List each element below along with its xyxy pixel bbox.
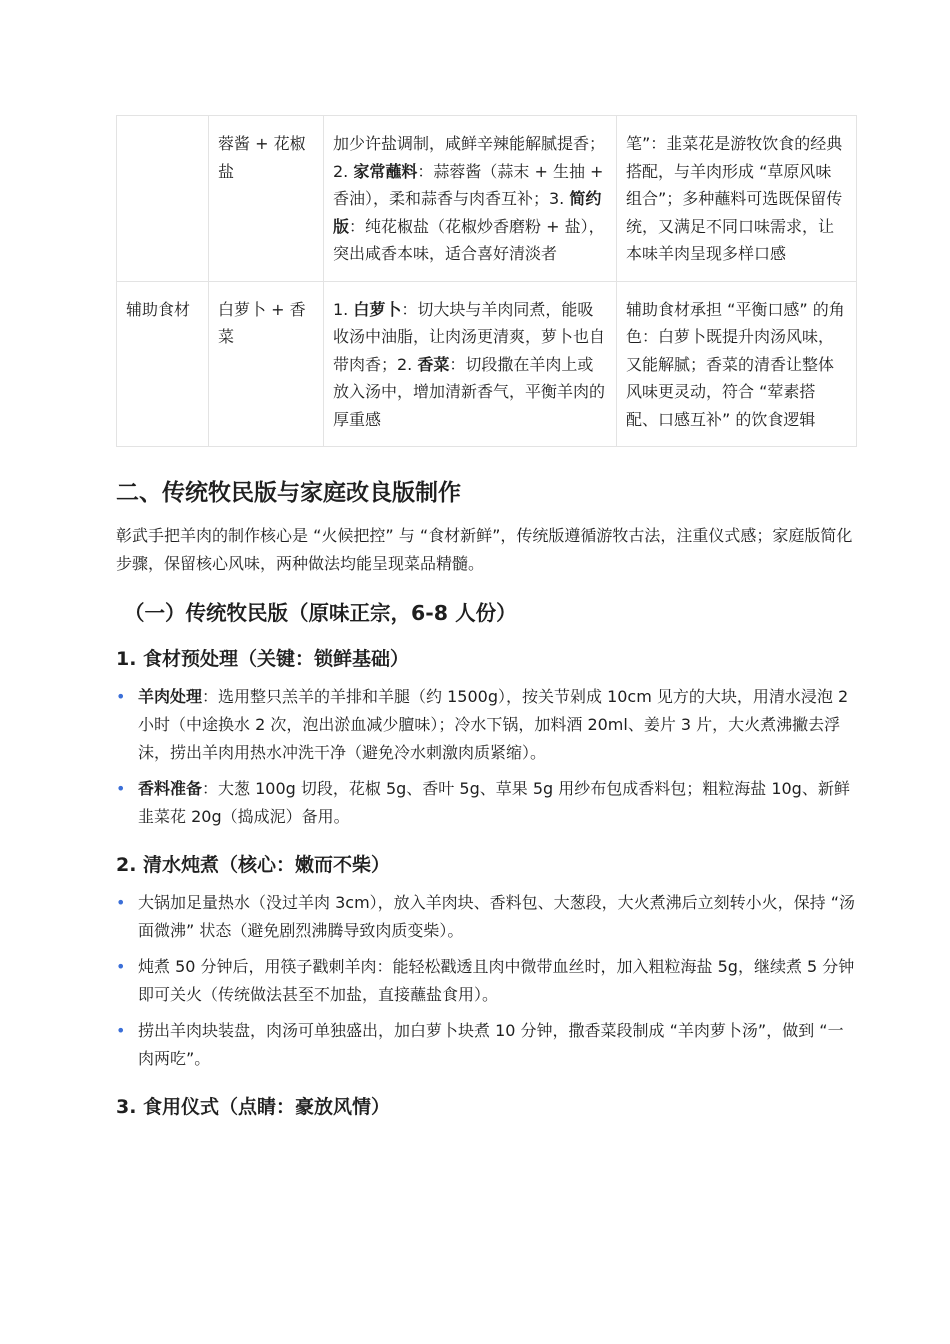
subsection-title: （一）传统牧民版（原味正宗，6-8 人份） [124,601,517,625]
table-cell-col1: 辅助食材 [117,281,209,447]
table-cell-col4: 辅助食材承担 “平衡口感” 的角色：白萝卜既提升肉汤风味，又能解腻；香菜的清香让整体风味更灵动，符合 “荤素搭配、口感互补” 的饮食逻辑 [617,281,857,447]
table-cell-col4: 笔”：韭菜花是游牧饮食的经典搭配，与羊肉形成 “草原风味组合”；多种蘸料可选既保留传统，又满足不同口味需求，让本味羊肉呈现多样口感 [617,116,857,282]
table-cell-col2: 白萝卜 + 香菜 [209,281,324,447]
step3-title: 3. 食用仪式（点睛：豪放风情） [116,1096,391,1118]
section-title: 二、传统牧民版与家庭改良版制作 [116,480,461,506]
list-item [116,775,856,831]
list-item [116,683,856,767]
cell-text: 加少许盐调制，咸鲜辛辣能解腻提香；2. [333,134,606,181]
bullet-icon: • [116,687,126,706]
item-text: 大锅加足量热水（没过羊肉 3cm），放入羊肉块、香料包、大葱段，大火煮沸后立刻转小火，保持 “汤面微沸” 状态（避免剧烈沸腾导致肉质变柴）。 [138,893,856,940]
ingredients-table [116,115,857,447]
step1-list [116,683,856,831]
list-item [116,1017,856,1073]
step1-title: 1. 食材预处理（关键：锁鲜基础） [116,648,410,670]
step2-list [116,889,856,1073]
cell-text: 1. [333,299,354,319]
item-text: ：大葱 100g 切段，花椒 5g、香叶 5g、草果 5g 用纱布包成香料包；粗粒海盐 10g、新鲜韭菜花 20g（捣成泥）备用。 [138,779,850,826]
cell-text: ：蒜蓉酱（蒜末 + 生抽 + 香油），柔和蒜香与肉香互补；3. [333,161,604,208]
item-label: 香料准备 [138,779,203,798]
list-item [116,953,856,1009]
table-cell-col1 [117,116,209,282]
item-text: ：选用整只羔羊的羊排和羊腿（约 1500g），按关节剁成 10cm 见方的大块，用清水浸泡 2 小时（中途换水 2 次，泡出淤血减少膻味）；冷水下锅，加料酒 20ml、姜片 3 片，大火煮沸撇去浮沫，捞出羊肉用热水冲洗干净（避免冷水刺激肉质紧缩）。 [138,687,849,762]
bullet-icon: • [116,779,126,798]
item-label: 羊肉处理 [138,687,203,706]
document-page [116,115,856,1121]
table-cell-col3 [324,281,617,447]
item-text: 捞出羊肉块装盘，肉汤可单独盛出，加白萝卜块煮 10 分钟，撒香菜段制成 “羊肉萝卜汤”，做到 “一肉两吃”。 [138,1021,844,1068]
table-cell-col3 [324,116,617,282]
section-intro: 彰武手把羊肉的制作核心是 “火候把控” 与 “食材新鲜”，传统版遵循游牧古法，注重仪式感；家庭版简化步骤，保留核心风味，两种做法均能呈现菜品精髓。 [116,526,853,573]
table-row [117,281,857,447]
bullet-icon: • [116,1021,126,1040]
bullet-icon: • [116,893,126,912]
bold-term: 白萝卜 [353,299,402,319]
cell-text: ：纯花椒盐（花椒炒香磨粉 + 盐），突出咸香本味，适合喜好清淡者 [333,216,605,263]
list-item [116,889,856,945]
cell-text: ：切大块与羊肉同煮，能吸收汤中油脂，让肉汤更清爽，萝卜也自带肉香；2. [333,299,606,374]
bold-term: 家常蘸料 [353,161,418,181]
table-row [117,116,857,282]
bold-term: 简约版 [333,189,602,236]
cell-text: ：切段撒在羊肉上或放入汤中，增加清新香气，平衡羊肉的厚重感 [333,354,606,429]
bullet-icon: • [116,957,126,976]
bold-term: 香菜 [417,354,450,374]
table-cell-col2: 蓉酱 + 花椒盐 [209,116,324,282]
step2-title: 2. 清水炖煮（核心：嫩而不柴） [116,854,391,876]
item-text: 炖煮 50 分钟后，用筷子戳刺羊肉：能轻松戳透且肉中微带血丝时，加入粗粒海盐 5g，继续煮 5 分钟即可关火（传统做法甚至不加盐，直接蘸盐食用）。 [138,957,855,1004]
